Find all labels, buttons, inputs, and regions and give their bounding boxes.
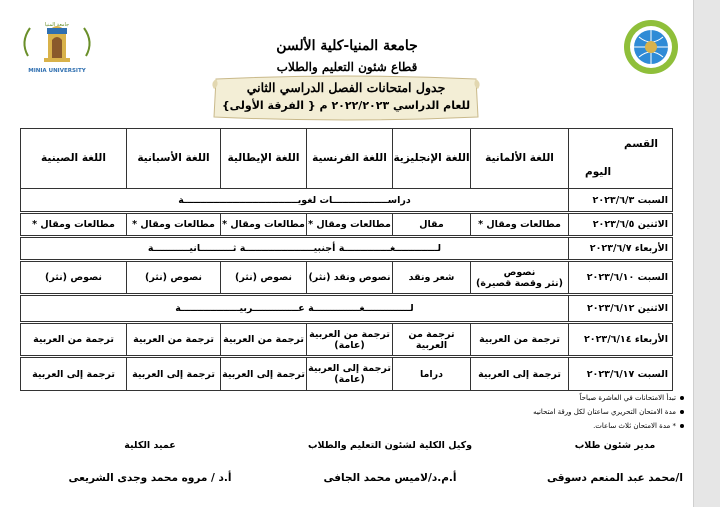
logo-english-text: MINIA UNIVERSITY [28,68,86,74]
note-item [300,394,684,402]
subject-cell: مطالعات ومقال * [307,213,393,237]
table-row [21,323,673,357]
subject-cell: ترجمة من العربية [471,323,569,357]
signature-block-vice-dean [290,440,490,451]
corner-department-label: القسم [623,138,658,150]
subject-cell: دراما [393,357,471,391]
column-header: اللغة الألمانية [471,129,569,189]
merged-subject-cell: دراســـــــــــــــــات لغويـــــــــــــــــــــــــــــــــــة [21,189,569,213]
day-cell: الاثنين ٢٠٢٣/٦/٥ [569,213,673,237]
signature-title: عميد الكلية [124,440,176,451]
viewer-side-strip [694,0,720,507]
logo-arabic-text: جامعة المنيا [44,22,70,28]
signature-block-dean [60,440,240,451]
table-row [21,295,673,323]
table-row [21,261,673,295]
bullet-icon [680,396,684,400]
day-cell: السبت ٢٠٢٣/٦/١٠ [569,261,673,295]
table-header-row [21,129,673,189]
subject-cell: مطالعات ومقال * [221,213,307,237]
subject-cell: مطالعات ومقال * [127,213,221,237]
subject-cell: نصوص (نثر) [221,261,307,295]
table-row [21,237,673,261]
table-row [21,357,673,391]
corner-header-cell [569,129,673,189]
subject-cell: مطالعات ومقال * [21,213,127,237]
academic-year-line: للعام الدراسي ٢٠٢٢/٢٠٢٣ م { الفرقة الأولى} [221,99,471,112]
subject-cell: نصوص (نثر) [21,261,127,295]
table-row [21,189,673,213]
signature-name: ا/محمد عبد المنعم دسوقى [547,472,683,484]
day-cell: الأربعاء ٢٠٢٣/٦/١٤ [569,323,673,357]
day-cell: الاثنين ٢٠٢٣/٦/١٢ [569,295,673,323]
note-text: مدة الامتحان التحريري ساعتان لكل ورقة امتحانيه [533,408,676,416]
column-header: اللغة الفرنسية [307,129,393,189]
signature-block-student-affairs [540,440,690,451]
subject-cell: نصوص ونقد (نثر) [307,261,393,295]
subject-cell: ترجمة إلى العربية (عامة) [307,357,393,391]
sector-name: قطاع شئون التعليم والطلاب [276,60,418,74]
signature-name: أ.م.د/لاميس محمد الجافى [323,472,457,484]
column-header: اللغة الأسبانية [127,129,221,189]
day-cell: السبت ٢٠٢٣/٦/١٧ [569,357,673,391]
subject-cell: ترجمة من العربية [393,323,471,357]
exam-schedule-table [20,128,673,391]
subject-cell: نصوص (نثر) [127,261,221,295]
column-header: اللغة الإنجليزية [393,129,471,189]
subject-cell: شعر ونقد [393,261,471,295]
subject-cell: مطالعات ومقال * [471,213,569,237]
subject-cell: ترجمة من العربية (عامة) [307,323,393,357]
merged-subject-cell: لــــــــــــــغــــــــــــــة عــــــــــــــربيــــــــــــــــــة [21,295,569,323]
note-item [300,408,684,416]
subject-cell: ترجمة إلى العربية [21,357,127,391]
note-text: * مدة الامتحان ثلاث ساعات. [593,422,676,430]
subject-cell: نصوص (نثر وقصة قصيرة) [471,261,569,295]
subject-cell: ترجمة من العربية [221,323,307,357]
subject-cell: ترجمة إلى العربية [471,357,569,391]
day-cell: السبت ٢٠٢٣/٦/٣ [569,189,673,213]
note-text: تبدأ الامتحانات في العاشرة صباحاً [579,394,676,402]
signature-title: مدير شئون طلاب [574,440,656,451]
bullet-icon [680,424,684,428]
signature-name: أ.د / مروه محمد وجدى الشريعى [68,472,232,484]
merged-subject-cell: لـــــــــــــغــــــــــــــة أجنبيـــــــــــــــــــــة ثــــــــــانيـــــــــــة [21,237,569,261]
university-name: جامعة المنيا-كلية الألسن [276,38,418,54]
corner-day-label: اليوم [585,166,612,178]
column-header: اللغة الصينية [21,129,127,189]
subject-cell: ترجمة إلى العربية [127,357,221,391]
signature-title: وكيل الكلية لشئون التعليم والطلاب [307,440,473,451]
table-row [21,213,673,237]
note-item [300,422,684,430]
subject-cell: ترجمة من العربية [21,323,127,357]
subject-cell: ترجمة من العربية [127,323,221,357]
column-header: اللغة الإيطالية [221,129,307,189]
schedule-title: جدول امتحانات الفصل الدراسي الثاني [246,80,446,95]
day-cell: الأربعاء ٢٠٢٣/٦/٧ [569,237,673,261]
bullet-icon [680,410,684,414]
subject-cell: ترجمة إلى العربية [221,357,307,391]
subject-cell: مقال [393,213,471,237]
